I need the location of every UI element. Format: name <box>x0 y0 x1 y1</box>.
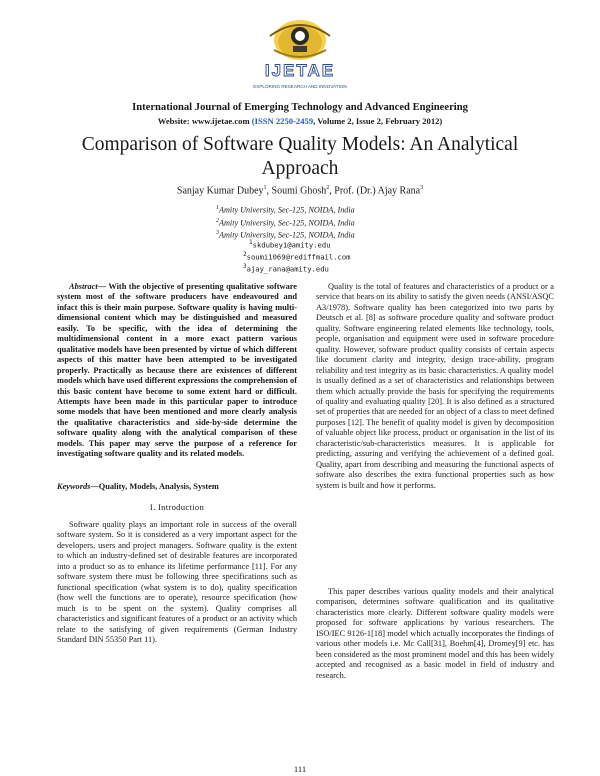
page-number: 111 <box>293 764 307 774</box>
author-name: Sanjay Kumar Dubey <box>176 185 264 197</box>
affiliation <box>216 216 476 229</box>
email <box>243 238 443 250</box>
logo-text: IJETAE <box>264 61 336 80</box>
email-text[interactable]: soumi1069@rediffmail.com <box>246 252 351 262</box>
email-sup: 3 <box>243 262 247 270</box>
aff-text: Amity University, Sec-125, NOIDA, India <box>219 231 355 241</box>
aff-sup: 3 <box>216 230 219 237</box>
email-list <box>243 238 443 274</box>
journal-website-line <box>0 116 600 126</box>
affiliation <box>216 203 476 216</box>
logo-emblem-icon <box>270 20 330 60</box>
author-name: Prof. (Dr.) Ajay Rana <box>334 185 421 197</box>
email-sup: 1 <box>249 239 253 246</box>
email <box>243 250 443 262</box>
email-sup: 2 <box>243 250 247 258</box>
author-sep: , <box>266 185 272 197</box>
volume-issue: , Volume 2, Issue 2, February 2012) <box>313 116 443 126</box>
abstract-label: Abstract <box>69 282 98 291</box>
logo-tagline: EXPLORING RESEARCH AND INNOVATION <box>253 84 347 89</box>
aff-text: Amity University, Sec-125, NOIDA, India <box>219 218 355 228</box>
author-sup: 1 <box>263 185 267 191</box>
email-text[interactable]: skdubey1@amity.edu <box>252 240 331 250</box>
keywords <box>57 482 297 492</box>
journal-name: International Journal of Emerging Technology and Advanced Engineering <box>132 102 468 113</box>
abstract-text: — With the objective of presenting qualitative software system most of the software producers have endeavoured and infact this is their main purpose. Software quality is having multi-dimensional content which may be distinguished and measured easily. To be specific, with the idea of determining the multidimensional content in a more exact pattern various qualitative models have been presented by virtue of which different aspects of this matter have been attempted to be investigated properly. Practically as because there are existences of different models which have used different expressions the comprehension of this basic content have become to some extent hard or difficult. Attempts have been made in this particular paper to introduce some models that have been mentioned and more clearly analysis the qualitative characteristics and side-by-side determine the software quality along with the analytical comparison of these models. This paper may serve the purpose of a reference for investigating software quality and its related models. <box>57 282 297 459</box>
website[interactable]: Website: www.ijetae.com <box>157 116 250 126</box>
aff-sup: 1 <box>216 205 219 211</box>
author-list <box>0 185 600 196</box>
email-text[interactable]: ajay_rana@amity.edu <box>246 264 329 274</box>
keywords-text: —Quality, Models, Analysis, System <box>90 482 219 491</box>
body-paragraph: Quality is the total of features and characteristics of a product or a service that bears on its ability to satisfy the given needs (ANSI/ASQC A3/1978). Software quality has been categorized into two parts by Deutsch et al. [8] as software procedure quality and software product quality. Software engineering related elements like technology, tools, people, organisation and equipment were used in software procedure quality. However, software product quality consists of certain aspects like document clarity and integrity, design trace-ability, program reliability and test integrity as its basic characteristics. A quality model is usually defined as a set of characteristics and relationships between them which actually provide the basis for specifying the requirements of quality and evaluating quality [20]. It is also defined as a structured set of properties that are needed for an object of a class to meet defined purposes [12]. The benefit of quality model is given by decomposition of valuable object like process, product or organisation in the list of its characteristic/sub-characteristics measures. It is applicable for predicting, assuring and verifying the achievement of a defined goal. Quality, apart from describing and measuring the functional aspects of software also describes the extra functional properties such as how system is built and how it performs. <box>316 282 554 490</box>
journal-logo <box>240 10 360 98</box>
aff-text: Amity University, Sec-125, NOIDA, India <box>219 205 355 215</box>
affiliation-list <box>216 203 476 241</box>
paper-title: Comparison of Software Quality Models: An Analytical Approach <box>81 134 519 179</box>
author-sep: , <box>329 185 335 197</box>
abstract <box>57 282 297 460</box>
intro-paragraph: Software quality plays an important role in success of the overall software system. So it is considered as a very important aspect for the developers, users and project managers. Software quality is the extent to which an industry-defined set of desirable features are incorporated into a product so as to enhance its lifetime performance [11]. For any software system there must be following three specifications such as functional specification (what system is to do), quality specification (how well the functions are to operate), resource specification (how much is to be spent on the system). Quality comprises all characteristics and significant features of a product or an activity which relate to the satisfying of given requirements (German Industry Standard DIN 55350 Part 11). <box>57 520 297 644</box>
aff-sup: 2 <box>216 217 219 224</box>
issn: (ISSN 2250-2459 <box>251 116 314 126</box>
author-name: Soumi Ghosh <box>271 185 327 197</box>
keywords-label: Keywords <box>57 482 91 491</box>
email <box>243 262 443 274</box>
section-heading: I. Introduction <box>149 502 205 512</box>
author-sup: 3 <box>420 185 424 191</box>
author-sup: 2 <box>326 185 330 191</box>
body-paragraph: This paper describes various quality models and their analytical comparison, determines software qualification and its qualitative characteristics more clearly. Different software quality models were proposed for software applications by various researchers. The ISO/IEC 9126-1[18] model which actually incorporates the findings of various other models i.e. Mc Call[31], Boehm[4], Dromey[9] etc. has been considered as the most prominent model and this has been widely accepted and recognised as a basic model in field of industry and research. <box>316 587 554 680</box>
